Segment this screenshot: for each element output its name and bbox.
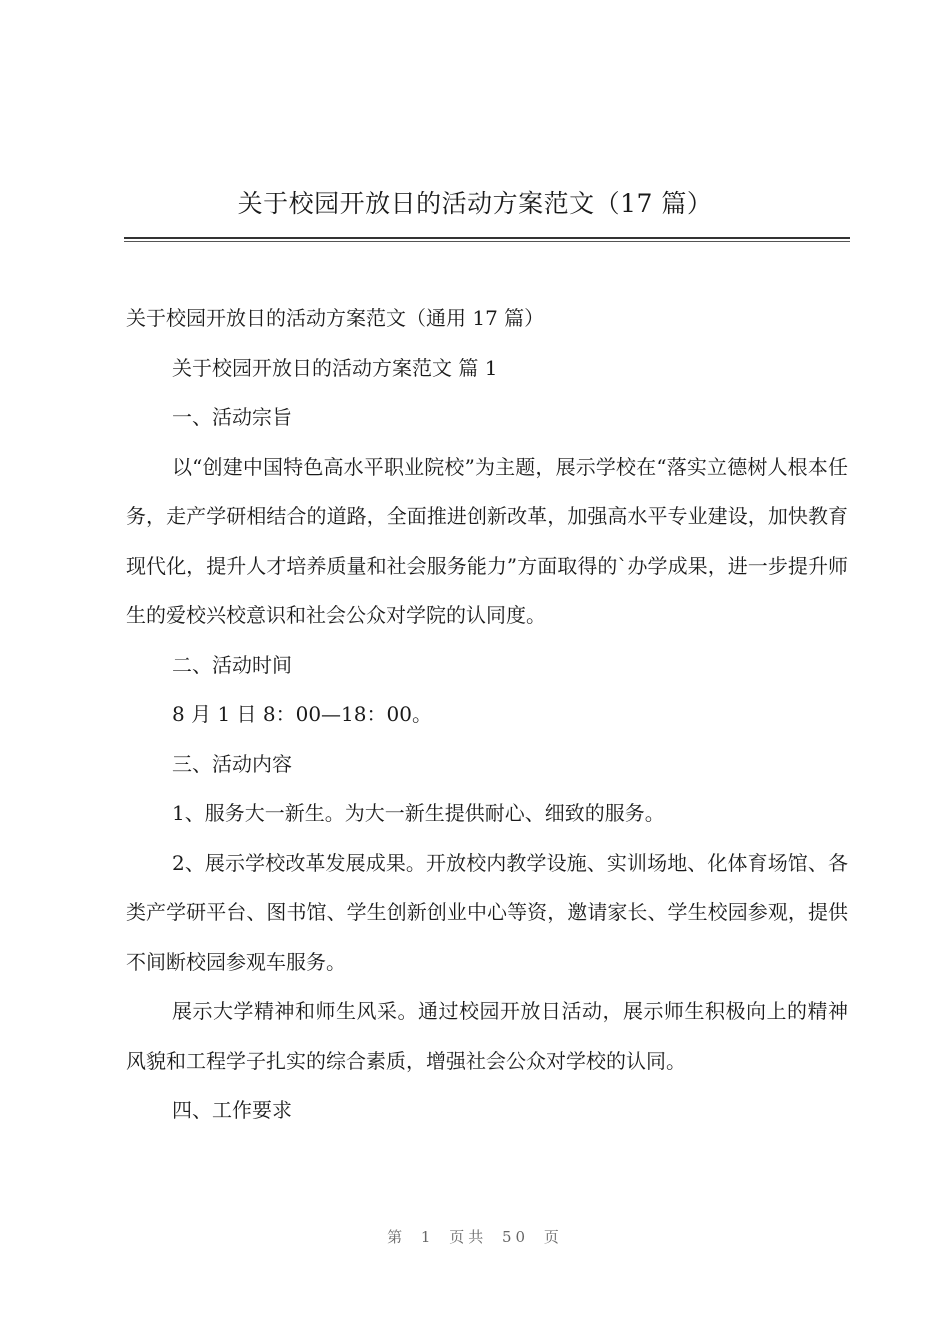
section-heading: 二、活动时间: [172, 652, 292, 677]
body-paragraph: 1、服务大一新生。为大一新生提供耐心、细致的服务。: [172, 801, 665, 825]
section-heading: 三、活动内容: [172, 751, 292, 776]
document-body: [126, 294, 848, 1136]
body-paragraph: 2、展示学校改革发展成果。开放校内教学设施、实训场地、化体育场馆、各类产学研平台、图书馆、学生创新创业中心等资，邀请家长、学生校园参观，提供不间断校园参观车服务。: [126, 850, 848, 974]
body-paragraph: 展示大学精神和师生风采。通过校园开放日活动，展示师生积极向上的精神风貌和工程学子扎实的综合素质，增强社会公众对学校的认同。: [126, 999, 848, 1073]
page-number-footer: 第 1 页共 50 页: [387, 1228, 563, 1246]
document-title: 关于校园开放日的活动方案范文（17 篇）: [237, 189, 713, 218]
body-paragraph: 以“创建中国特色高水平职业院校”为主题，展示学校在“落实立德树人根本任务，走产学研相结合的道路，全面推进创新改革，加强高水平专业建设，加快教育现代化，提升人才培养质量和社会服务能力”方面取得的`办学成果，进一步提升师生的爱校兴校意识和社会公众对学院的认同度。: [126, 454, 848, 627]
title-divider-thin-line: [124, 241, 850, 242]
title-divider: [124, 237, 850, 243]
body-paragraph: 关于校园开放日的活动方案范文（通用 17 篇）: [126, 306, 545, 330]
section-heading: 四、工作要求: [172, 1098, 292, 1122]
title-divider-thick-line: [124, 237, 850, 239]
body-paragraph: 8 月 1 日 8：00—18：00。: [172, 702, 432, 726]
section-heading: 一、活动宗旨: [172, 405, 292, 429]
body-paragraph: 关于校园开放日的活动方案范文 篇 1: [172, 355, 498, 380]
